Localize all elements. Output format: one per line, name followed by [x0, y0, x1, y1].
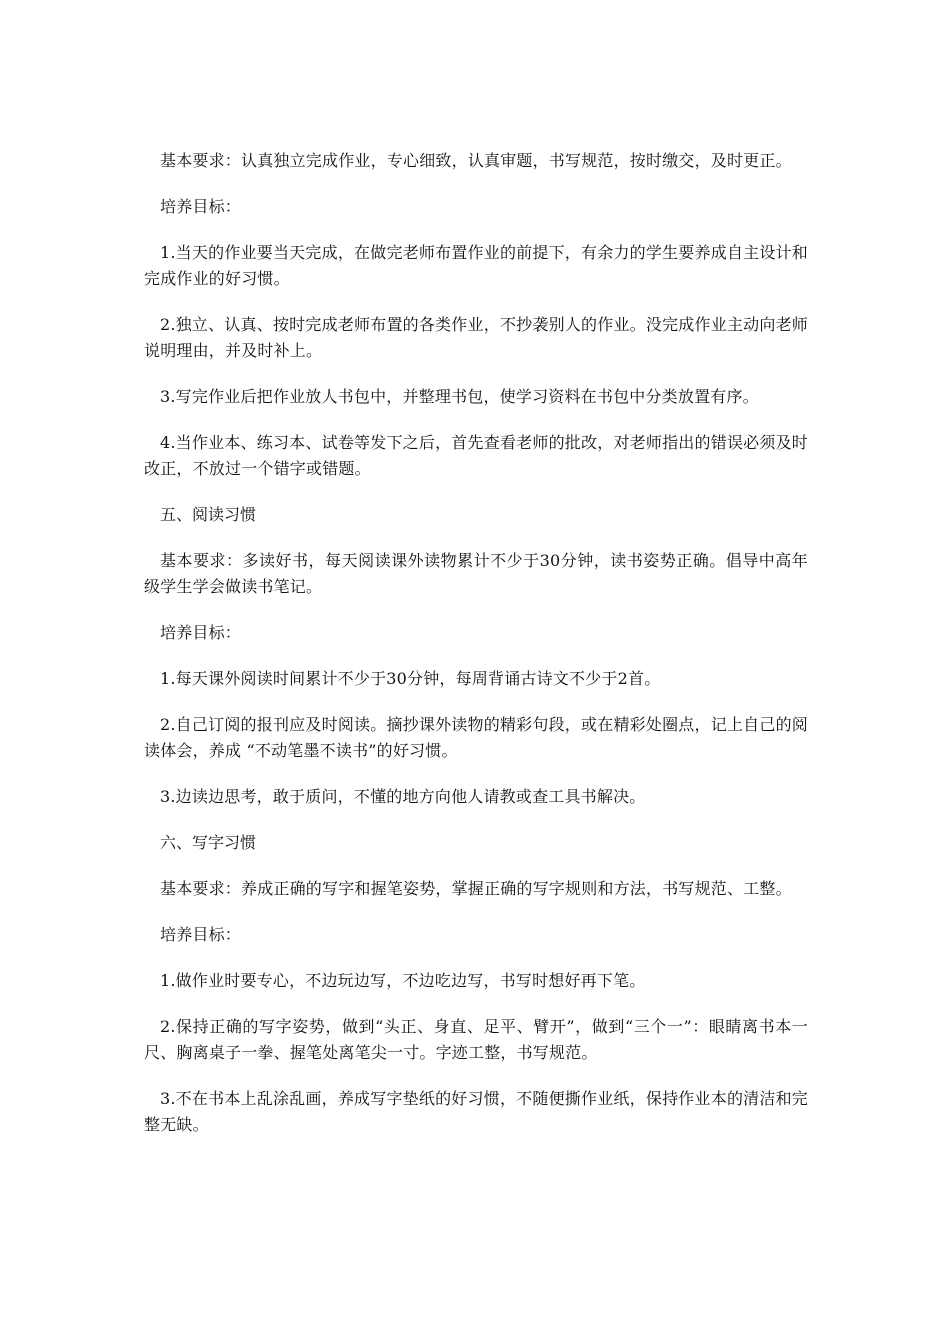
paragraph-writing-goal-2: 2.保持正确的写字姿势，做到“头正、身直、足平、臂开”，做到“三个一”：眼睛离书本一尺、胸离桌子一拳、握笔处离笔尖一寸。字迹工整，书写规范。	[144, 1017, 808, 1062]
section-heading-writing: 六、写字习惯	[160, 833, 257, 852]
document-page	[144, 148, 808, 1158]
paragraph-reading-goals-label: 培养目标：	[160, 623, 242, 642]
paragraph-reading-basic-requirement: 基本要求：多读好书，每天阅读课外读物累计不少于30分钟，读书姿势正确。倡导中高年级学生学会做读书笔记。	[144, 551, 808, 596]
paragraph-writing-basic-requirement: 基本要求：养成正确的写字和握笔姿势，掌握正确的写字规则和方法，书写规范、工整。	[160, 879, 792, 898]
paragraph-writing-goal-3: 3.不在书本上乱涂乱画，养成写字垫纸的好习惯，不随便撕作业纸，保持作业本的清洁和完整无缺。	[144, 1089, 808, 1134]
paragraph-homework-goal-4: 4.当作业本、练习本、试卷等发下之后，首先查看老师的批改，对老师指出的错误必须及时改正，不放过一个错字或错题。	[144, 433, 808, 478]
paragraph-homework-basic-requirement: 基本要求：认真独立完成作业，专心细致，认真审题，书写规范，按时缴交，及时更正。	[160, 151, 792, 170]
paragraph-homework-goals-label: 培养目标：	[160, 197, 242, 216]
paragraph-reading-goal-3: 3.边读边思考，敢于质问，不懂的地方向他人请教或查工具书解决。	[160, 787, 646, 806]
paragraph-homework-goal-2: 2.独立、认真、按时完成老师布置的各类作业，不抄袭别人的作业。没完成作业主动向老师说明理由，并及时补上。	[144, 315, 808, 360]
paragraph-writing-goals-label: 培养目标：	[160, 925, 242, 944]
paragraph-homework-goal-1: 1.当天的作业要当天完成，在做完老师布置作业的前提下，有余力的学生要养成自主设计和完成作业的好习惯。	[144, 243, 808, 288]
paragraph-homework-goal-3: 3.写完作业后把作业放人书包中，并整理书包，使学习资料在书包中分类放置有序。	[160, 387, 759, 406]
paragraph-reading-goal-1: 1.每天课外阅读时间累计不少于30分钟，每周背诵古诗文不少于2首。	[160, 669, 661, 688]
paragraph-writing-goal-1: 1.做作业时要专心，不边玩边写，不边吃边写，书写时想好再下笔。	[160, 971, 646, 990]
section-heading-reading: 五、阅读习惯	[160, 505, 257, 524]
paragraph-reading-goal-2: 2.自己订阅的报刊应及时阅读。摘抄课外读物的精彩句段，或在精彩处圈点，记上自己的阅读体会，养成 “不动笔墨不读书”的好习惯。	[144, 715, 808, 760]
